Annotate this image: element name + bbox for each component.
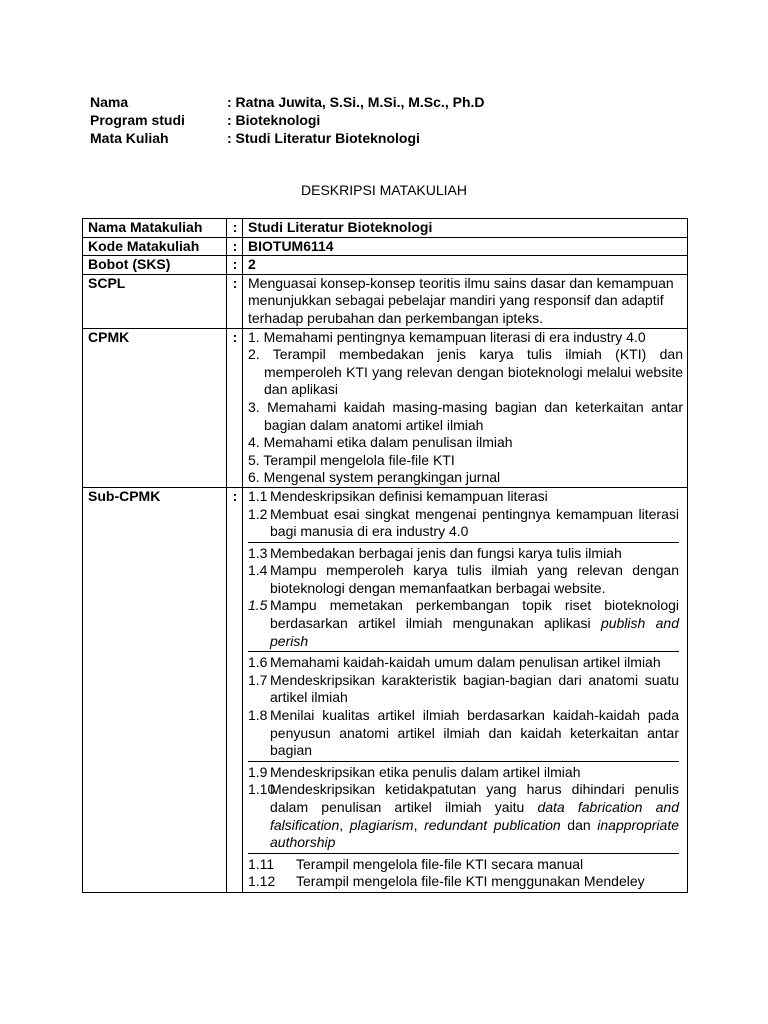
- row-nama-matakuliah: [83, 219, 688, 238]
- sub-cpmk-item: [248, 764, 679, 782]
- row-label: Bobot (SKS): [83, 256, 227, 275]
- sub-cpmk-item: [248, 672, 679, 707]
- sub-cpmk-number: 1.1: [248, 487, 268, 504]
- sub-cpmk-number: 1.2: [248, 505, 268, 522]
- sub-cpmk-number: 1.12: [248, 873, 276, 890]
- row-scpl: [83, 274, 688, 328]
- sub-cpmk-number: 1.9: [248, 763, 268, 780]
- sub-cpmk-item: [248, 781, 679, 851]
- cpmk-list: [243, 328, 688, 487]
- sub-cpmk-item: [248, 597, 679, 650]
- sub-cpmk-group-1: [248, 488, 679, 543]
- sub-cpmk-text-separator: dan: [560, 816, 598, 833]
- row-colon: :: [227, 274, 243, 328]
- sub-cpmk-text: Mendeskripsikan karakteristik bagian-bagian dari anatomi suatu artikel ilmiah: [270, 671, 679, 706]
- row-label: Kode Matakuliah: [83, 237, 227, 256]
- sub-cpmk-number: 1.8: [248, 707, 268, 724]
- sub-cpmk-group-2: [248, 545, 679, 653]
- sub-cpmk-text: Mendeskripsikan etika penulis dalam artikel ilmiah: [270, 763, 581, 780]
- sub-cpmk-text: Mendeskripsikan definisi kemampuan literasi: [270, 487, 548, 504]
- sub-cpmk-item: [248, 707, 679, 760]
- sub-cpmk-item: [248, 506, 679, 541]
- row-label: CPMK: [83, 328, 227, 487]
- sub-cpmk-item: [248, 562, 679, 597]
- sub-cpmk-number: 1.6: [248, 654, 268, 671]
- row-colon: :: [227, 219, 243, 238]
- page-title: DESKRIPSI MATAKULIAH: [301, 182, 467, 198]
- header-label: Mata Kuliah: [90, 130, 169, 146]
- sub-cpmk-item: [248, 545, 679, 563]
- sub-cpmk-text-main: Mendeskripsikan ketidakpatutan yang harus dihindari penulis dalam penulisan artikel ilmiah yaitu: [270, 781, 679, 815]
- cpmk-item: 4. Memahami etika dalam penulisan ilmiah: [248, 434, 513, 451]
- cpmk-item: 3. Memahami kaidah masing-masing bagian dan keterkaitan antar bagian dalam anatomi artikel ilmiah: [248, 398, 683, 433]
- header-row-program: [90, 111, 485, 129]
- cpmk-item: 1. Memahami pentingnya kemampuan literasi di era industry 4.0: [248, 328, 646, 345]
- row-sub-cpmk: [83, 487, 688, 892]
- header-label: Program studi: [90, 112, 185, 128]
- row-colon: :: [227, 487, 243, 892]
- header-value: : Studi Literatur Bioteknologi: [227, 130, 420, 146]
- row-colon: :: [227, 256, 243, 275]
- sub-cpmk-item: [248, 488, 679, 506]
- cpmk-item: 2. Terampil membedakan jenis karya tulis ilmiah (KTI) dan memperoleh KTI yang relevan dengan bioteknologi melalui website dan aplikasi: [248, 346, 683, 398]
- sub-cpmk-text: Membedakan berbagai jenis dan fungsi karya tulis ilmiah: [270, 544, 622, 561]
- sub-cpmk-text-emphasis: redundant publication: [424, 816, 561, 833]
- row-value: Menguasai konsep-konsep teoritis ilmu sains dasar dan kemampuan menunjukkan sebagai pebelajar mandiri yang responsif dan adaptif terhadap perubahan dan perkembangan ipteks.: [243, 274, 688, 328]
- sub-cpmk-list: [243, 487, 688, 892]
- sub-cpmk-group-4: [248, 764, 679, 854]
- sub-cpmk-text-emphasis: plagiarism: [349, 816, 414, 833]
- sub-cpmk-text-main: Mampu memetakan perkembangan topik riset bioteknologi berdasarkan artikel ilmiah mengunakan aplikasi: [270, 597, 679, 632]
- sub-cpmk-text: [270, 597, 679, 650]
- row-colon: :: [227, 237, 243, 256]
- row-bobot: [83, 256, 688, 275]
- sub-cpmk-item: [248, 856, 679, 874]
- document-header: [90, 93, 485, 147]
- sub-cpmk-text: Memahami kaidah-kaidah umum dalam penulisan artikel ilmiah: [270, 654, 661, 671]
- cpmk-item: 6. Mengenal system perangkingan jurnal: [248, 469, 501, 486]
- header-row-matakuliah: [90, 129, 485, 147]
- row-value: 2: [243, 256, 688, 275]
- sub-cpmk-text: [270, 781, 679, 851]
- row-label: Sub-CPMK: [83, 487, 227, 892]
- sub-cpmk-number: 1.5: [248, 597, 268, 614]
- row-kode-matakuliah: [83, 237, 688, 256]
- sub-cpmk-text: Membuat esai singkat mengenai pentingnya kemampuan literasi bagi manusia di era industry 4.0: [270, 505, 679, 540]
- sub-cpmk-text-emphasis: inappropriate authorship: [270, 816, 679, 851]
- sub-cpmk-number: 1.3: [248, 544, 268, 561]
- row-value: Studi Literatur Bioteknologi: [243, 219, 688, 238]
- row-value: BIOTUM6114: [243, 237, 688, 256]
- sub-cpmk-group-3: [248, 654, 679, 762]
- sub-cpmk-text-emphasis: publish and perish: [270, 615, 679, 649]
- sub-cpmk-item: [248, 654, 679, 672]
- header-value: : Ratna Juwita, S.Si., M.Si., M.Sc., Ph.D: [227, 94, 485, 110]
- row-colon: :: [227, 328, 243, 487]
- row-cpmk: [83, 328, 688, 487]
- course-description-table: [82, 218, 688, 893]
- sub-cpmk-text: Terampil mengelola file-file KTI secara manual: [296, 855, 584, 872]
- sub-cpmk-text-emphasis: data fabrication and falsification: [270, 799, 680, 833]
- sub-cpmk-text: Terampil mengelola file-file KTI menggunakan Mendeley: [296, 873, 645, 890]
- header-row-nama: [90, 93, 485, 111]
- sub-cpmk-text: Menilai kualitas artikel ilmiah berdasarkan kaidah-kaidah pada penyusun anatomi artikel ilmiah dan kaidah keterkaitan antar bagian: [270, 707, 679, 759]
- sub-cpmk-number: 1.4: [248, 562, 268, 579]
- header-label: Nama: [90, 94, 129, 110]
- cpmk-item: 5. Terampil mengelola file-file KTI: [248, 451, 455, 468]
- sub-cpmk-text: Mampu memperoleh karya tulis ilmiah yang relevan dengan bioteknologi dengan memanfaatkan berbagai website.: [270, 562, 679, 596]
- sub-cpmk-group-5: [248, 856, 679, 892]
- sub-cpmk-text-separator: ,: [339, 816, 350, 833]
- sub-cpmk-number: 1.7: [248, 671, 268, 688]
- row-label: SCPL: [83, 274, 227, 328]
- sub-cpmk-number: 1.10: [248, 781, 276, 798]
- sub-cpmk-number: 1.11: [248, 855, 275, 872]
- sub-cpmk-text-separator: ,: [413, 816, 425, 833]
- header-value: : Bioteknologi: [227, 112, 321, 128]
- sub-cpmk-item: [248, 873, 679, 891]
- row-label: Nama Matakuliah: [83, 219, 227, 238]
